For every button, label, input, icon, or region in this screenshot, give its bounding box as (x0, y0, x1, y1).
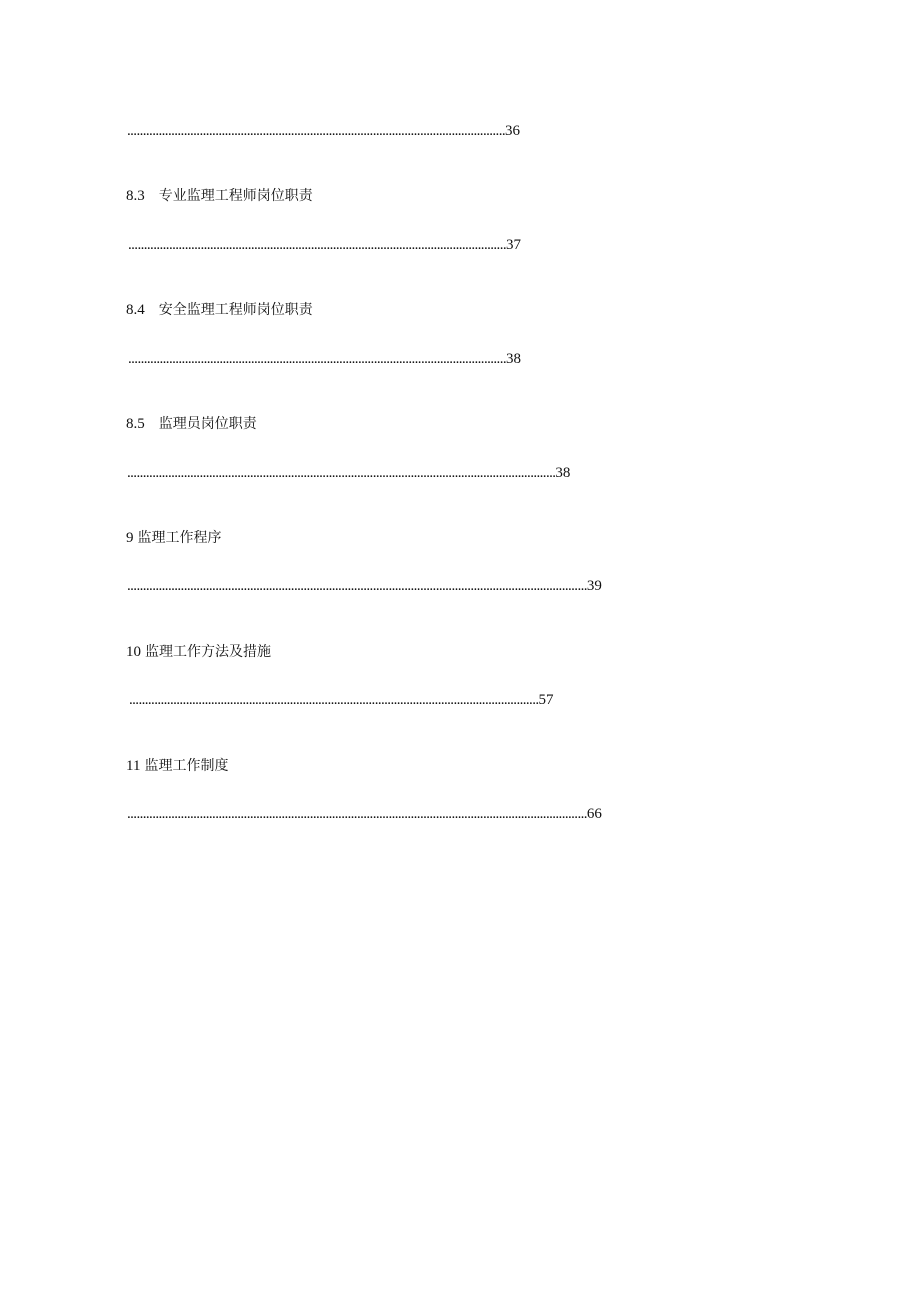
toc-dots: ........................................................................................................................ (127, 123, 506, 139)
toc-leader-line (127, 805, 602, 823)
toc-page-number: 57 (538, 692, 554, 708)
toc-leader-line (128, 236, 521, 254)
toc-entry-heading[interactable] (126, 415, 257, 433)
toc-dots: ........................................................................................................................ (128, 351, 507, 367)
toc-page-number: 37 (506, 237, 522, 253)
toc-leader-line (129, 691, 554, 709)
toc-page-number: 66 (586, 806, 602, 822)
toc-entry-heading[interactable] (126, 643, 271, 661)
toc-page-number: 38 (506, 351, 522, 367)
toc-entry-number: 8.4 (126, 302, 145, 318)
toc-dots: .................................................................................................................................................. (127, 578, 587, 594)
toc-entry-number: 9 (126, 530, 134, 546)
toc-dots: .................................................................................................................................. (129, 692, 539, 708)
toc-entry-number: 8.3 (126, 188, 145, 204)
toc-entry-title: 专业监理工程师岗位职责 (158, 188, 313, 204)
toc-entry-heading[interactable] (126, 301, 313, 319)
toc-page-number: 39 (586, 578, 602, 594)
toc-entry-title: 监理工作程序 (137, 530, 222, 546)
toc-dots: .................................................................................................................................................. (127, 806, 587, 822)
toc-leader-line (127, 577, 602, 595)
toc-entry-title: 监理工作制度 (144, 758, 229, 774)
toc-page-number: 38 (555, 465, 571, 481)
toc-entry-title: 安全监理工程师岗位职责 (158, 302, 313, 318)
toc-entry-heading[interactable] (126, 529, 222, 547)
toc-page-number: 36 (505, 123, 521, 139)
toc-dots: ........................................................................................................................................ (127, 465, 556, 481)
toc-entry-heading[interactable] (126, 757, 228, 775)
toc-entry-title: 监理员岗位职责 (158, 416, 257, 432)
toc-entry-title: 监理工作方法及措施 (145, 644, 271, 660)
toc-entry-number: 10 (126, 644, 141, 660)
toc-entry-number: 8.5 (126, 416, 145, 432)
toc-entry-heading[interactable] (126, 187, 313, 205)
toc-leader-line (128, 350, 521, 368)
toc-entry-number: 11 (126, 758, 141, 774)
toc-dots: ........................................................................................................................ (128, 237, 507, 253)
toc-leader-line (127, 464, 570, 482)
toc-leader-line (127, 122, 627, 140)
